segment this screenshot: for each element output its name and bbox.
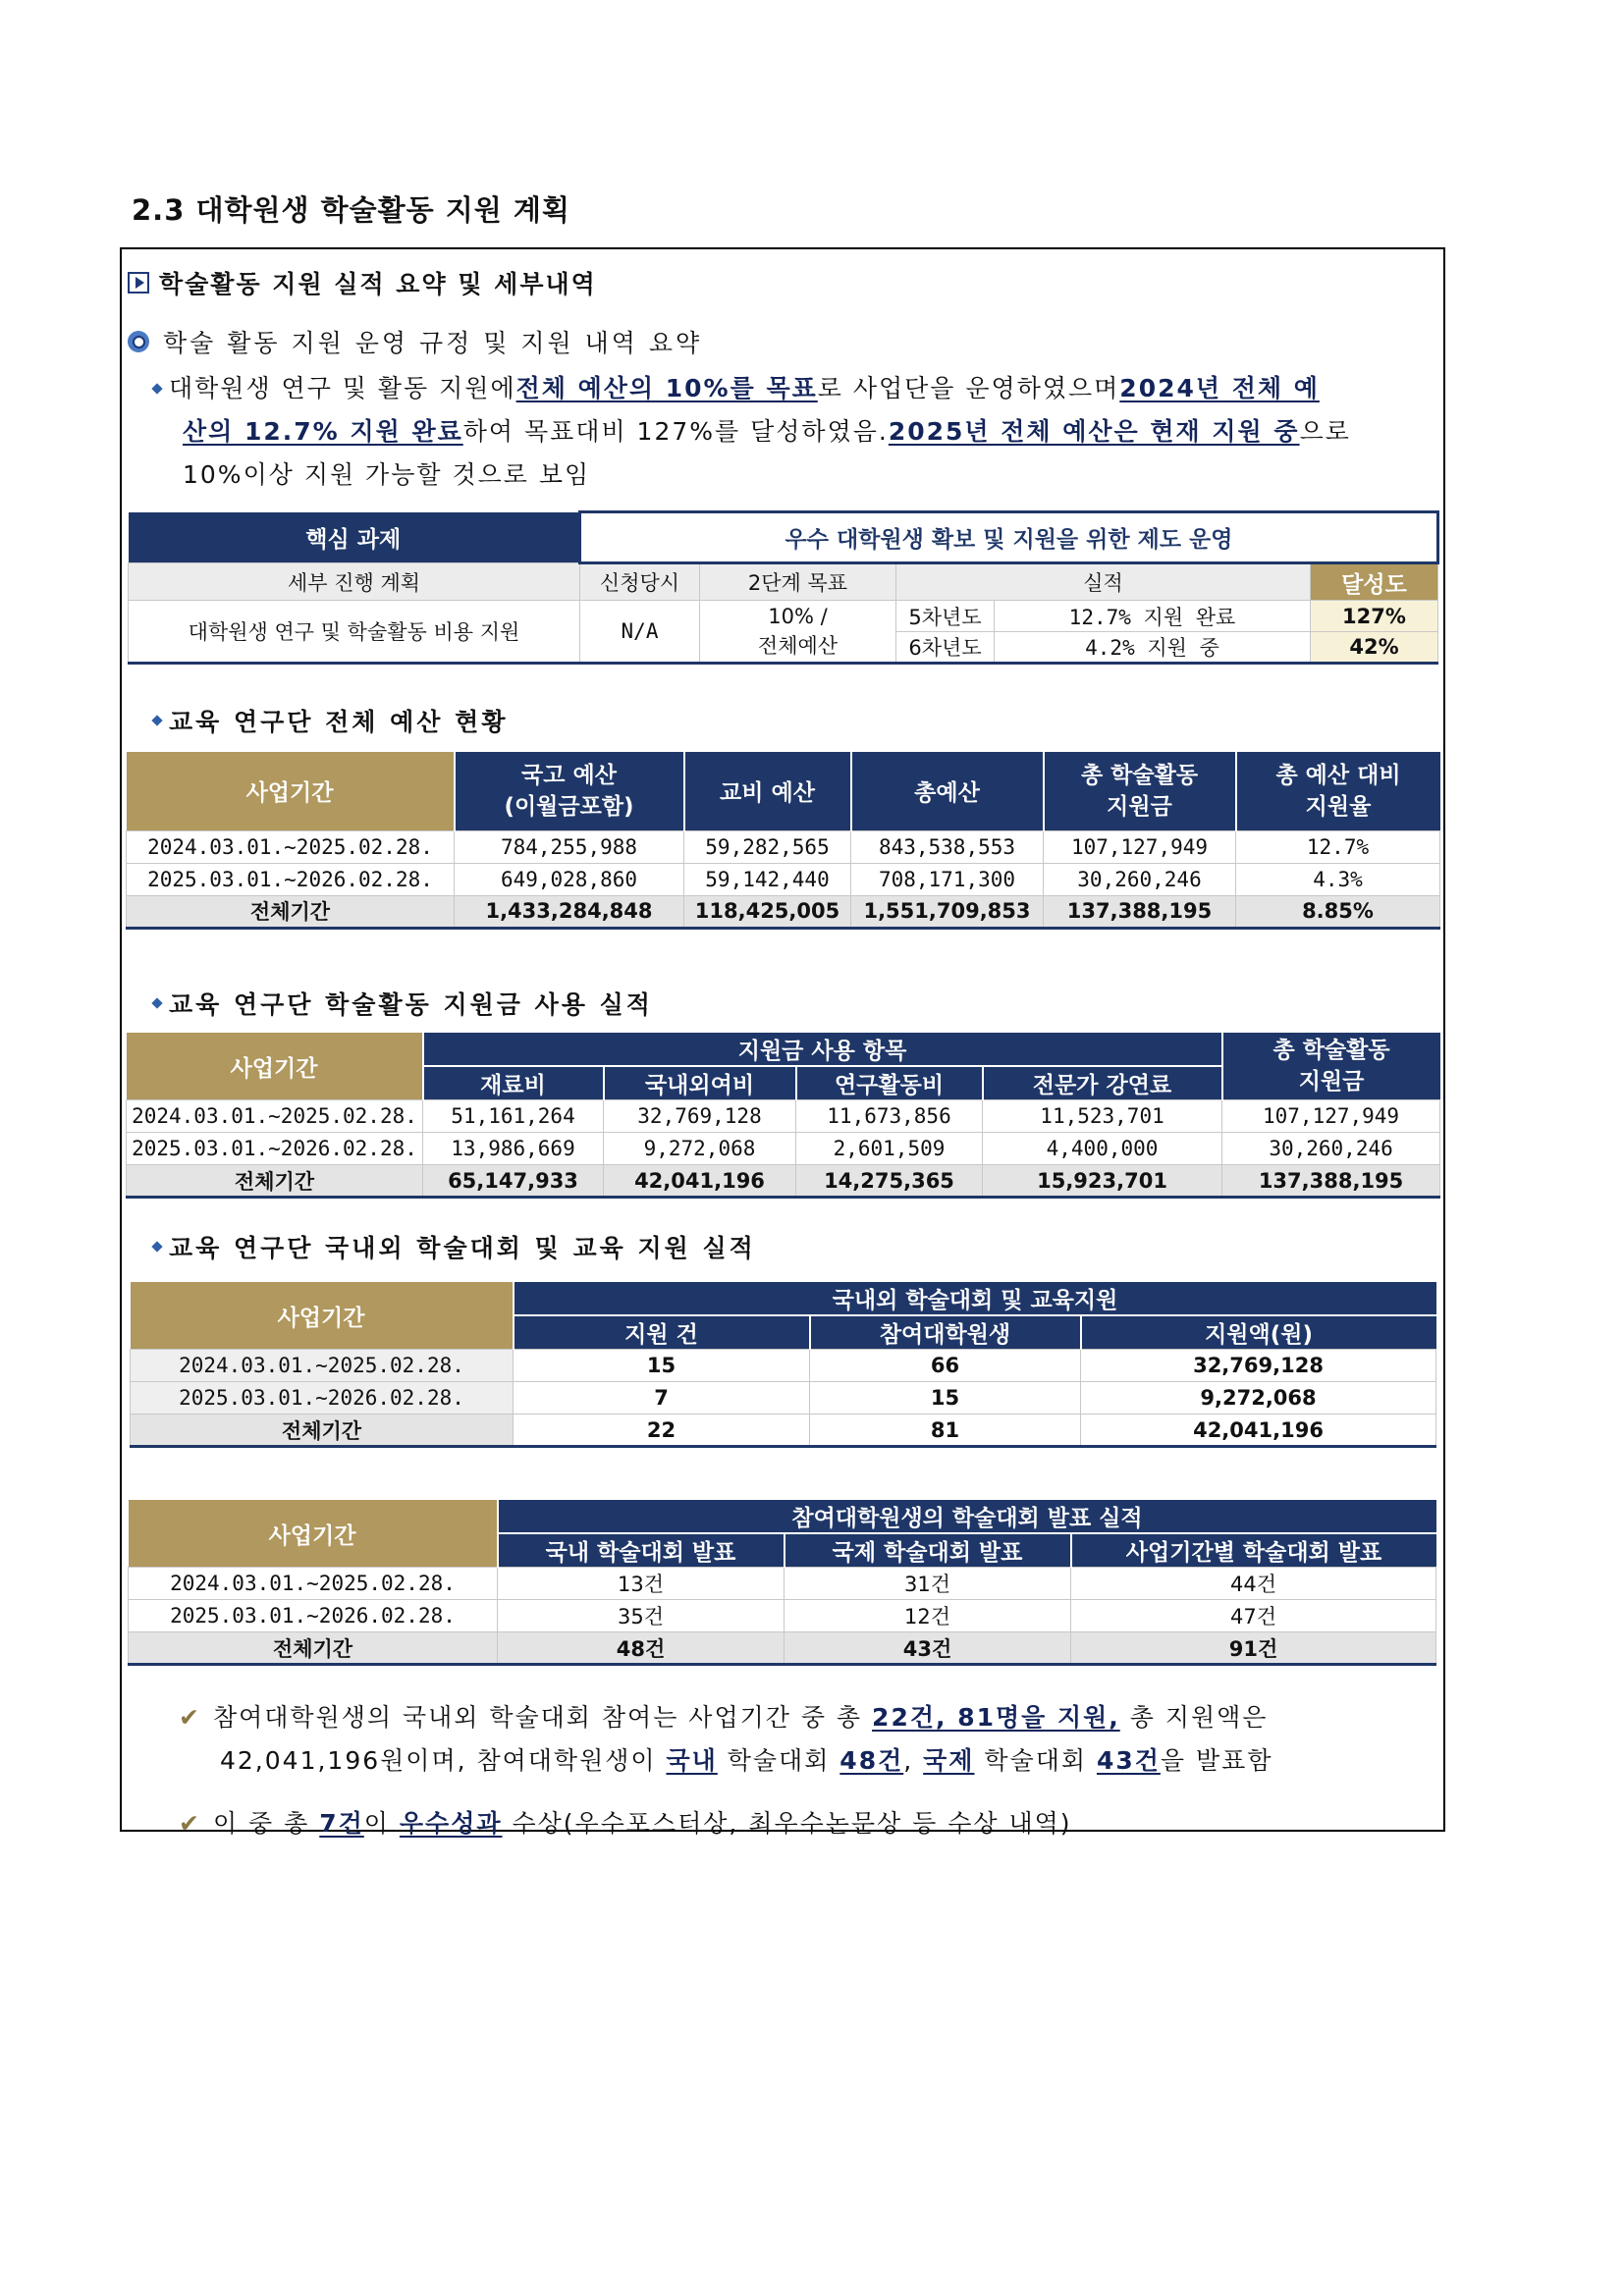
col-target: 2단계 목표 [700,563,896,601]
year6-cell: 6차년도 [896,632,995,664]
note-highlight: 국제 [923,1746,975,1775]
year5-result: 12.7% 지원 완료 [995,601,1311,632]
cell: 11,523,701 [983,1100,1222,1133]
cell: 107,127,949 [1044,830,1236,863]
cell: 42,041,196 [604,1165,796,1198]
cell: 4.3% [1236,863,1440,895]
cell: 9,272,068 [1081,1382,1436,1415]
header-period: 사업기간 [127,1033,423,1100]
cell: 12.7% [1236,830,1440,863]
note-awards [179,1802,1072,1845]
cell: 649,028,860 [455,863,684,895]
col-result: 실적 [896,563,1311,601]
cell: 15 [810,1382,1081,1415]
diamond-bullet-icon [151,1241,162,1252]
cell: 8.85% [1236,895,1440,928]
check-icon: ✔ [179,1809,201,1838]
table-row [131,1350,1436,1382]
cell: 44건 [1071,1568,1436,1600]
cell: 2024.03.01.~2025.02.28. [131,1350,514,1382]
cell: 1,551,709,853 [851,895,1044,928]
cell: 30,260,246 [1222,1133,1440,1165]
cell: 22 [514,1415,810,1447]
cell: 2024.03.01.~2025.02.28. [127,1100,423,1133]
note-text: 총 지원액은 [1119,1703,1269,1732]
summary-highlight: 산의 12.7% 지원 완료 [183,417,463,446]
total-row [127,1165,1440,1198]
note-text: 을 발표함 [1160,1746,1273,1775]
col-rate: 달성도 [1311,563,1438,601]
target-line1: 10% / [768,605,828,628]
cell: 9,272,068 [604,1133,796,1165]
col-apply: 신청당시 [580,563,700,601]
header-group: 참여대학원생의 학술대회 발표 실적 [498,1500,1436,1533]
cell: 30,260,246 [1044,863,1236,895]
cell: 843,538,553 [851,830,1044,863]
header-total-l1: 총 학술활동 [1272,1038,1390,1063]
cell: 15 [514,1350,810,1382]
cell: 7 [514,1382,810,1415]
summary-highlight: 전체 예산의 10%를 목표 [515,374,818,402]
cell: 15,923,701 [983,1165,1222,1198]
col-domestic: 국내 학술대회 발표 [498,1533,785,1568]
cell: 118,425,005 [684,895,851,928]
cell: 13건 [498,1568,785,1600]
plan-cell: 대학원생 연구 및 학술활동 비용 지원 [129,601,580,664]
col-amount: 지원액(원) [1081,1315,1436,1350]
box-heading [128,265,597,300]
section-title: 2.3 대학원생 학술활동 지원 계획 [132,193,570,227]
header-school: 교비 예산 [684,752,851,830]
note-highlight: 43건 [1096,1746,1161,1775]
note-text: 이 중 총 [212,1809,320,1838]
summary-text: 대학원생 연구 및 활동 지원에 [169,374,516,402]
play-box-icon [128,272,149,294]
note-text: 42,041,196원이며, 참여대학원생이 [220,1746,667,1775]
section-conference [149,1229,756,1264]
col-travel: 국내외여비 [604,1066,796,1100]
year6-result: 4.2% 지원 중 [995,632,1311,664]
cell: 91건 [1071,1632,1436,1665]
header-national-l1: 국고 예산 [521,762,617,788]
header-support-l1: 총 학술활동 [1080,762,1199,788]
header-national-l2: (이월금포함) [504,793,634,820]
total-row [127,895,1440,928]
diamond-bullet-icon [151,383,162,394]
header-total-support [1222,1033,1440,1100]
table-row [127,1100,1440,1133]
summary-text: 으로 [1299,417,1351,446]
summary-text: 하여 목표대비 127%를 달성하였음. [462,417,889,446]
col-activity: 연구활동비 [796,1066,983,1100]
col-material: 재료비 [423,1066,604,1100]
note-text: , [903,1746,924,1775]
cell: 137,388,195 [1222,1165,1440,1198]
cell: 708,171,300 [851,863,1044,895]
cell: 2025.03.01.~2026.02.28. [127,863,455,895]
cell: 2024.03.01.~2025.02.28. [127,830,455,863]
cell: 전체기간 [127,1165,423,1198]
cell: 59,282,565 [684,830,851,863]
presentation-table [128,1500,1436,1666]
cell: 4,400,000 [983,1133,1222,1165]
cell: 11,673,856 [796,1100,983,1133]
summary-highlight: 2024년 전체 예 [1119,374,1320,402]
note-text: 학술대회 [717,1746,840,1775]
core-task-table [128,510,1439,665]
summary-text: 로 사업단을 운영하였으며 [817,374,1120,402]
cell: 12건 [785,1600,1071,1632]
note-text: 수상(우수포스터상, 최우수논문상 등 수상 내역) [502,1809,1072,1838]
year5-cell: 5차년도 [896,601,995,632]
header-support [1044,752,1236,830]
cell: 전체기간 [127,895,455,928]
header-period: 사업기간 [131,1282,514,1350]
cell: 2025.03.01.~2026.02.28. [129,1600,498,1632]
cell: 2025.03.01.~2026.02.28. [131,1382,514,1415]
header-core-task: 핵심 과제 [129,512,580,563]
target-cell [700,601,896,664]
check-icon: ✔ [179,1703,201,1732]
header-national [455,752,684,830]
total-row [131,1415,1436,1447]
cell: 32,769,128 [604,1100,796,1133]
col-international: 국제 학술대회 발표 [785,1533,1071,1568]
budget-table [126,752,1440,930]
cell: 51,161,264 [423,1100,604,1133]
usage-table [126,1033,1440,1199]
header-ratio-l1: 총 예산 대비 [1275,762,1401,788]
note-highlight: 22건, 81명을 지원, [872,1703,1120,1732]
note-text: 이 [363,1809,400,1838]
note-text: 학술대회 [974,1746,1097,1775]
cell: 31건 [785,1568,1071,1600]
cell: 1,433,284,848 [455,895,684,928]
header-group: 국내외 학술대회 및 교육지원 [514,1282,1436,1315]
cell: 81 [810,1415,1081,1447]
target-line2: 전체예산 [757,634,839,658]
header-goal: 우수 대학원생 확보 및 지원을 위한 제도 운영 [580,512,1438,563]
note-highlight: 7건 [319,1809,364,1838]
col-count: 지원 건 [514,1315,810,1350]
col-plan: 세부 진행 계획 [129,563,580,601]
header-total-l2: 지원금 [1298,1069,1365,1095]
cell: 42,041,196 [1081,1415,1436,1447]
header-ratio [1236,752,1440,830]
cell: 2,601,509 [796,1133,983,1165]
col-period-total: 사업기간별 학술대회 발표 [1071,1533,1436,1568]
summary-highlight: 2025년 전체 예산은 현재 지원 중 [888,417,1300,446]
cell: 14,275,365 [796,1165,983,1198]
diamond-bullet-icon [151,997,162,1008]
table-row [131,1382,1436,1415]
bullet-circle-icon [128,331,149,352]
note-highlight: 우수성과 [399,1809,503,1838]
diamond-bullet-icon [151,715,162,725]
cell: 47건 [1071,1600,1436,1632]
year5-rate: 127% [1311,601,1438,632]
table-row [127,863,1440,895]
cell: 48건 [498,1632,785,1665]
header-support-l2: 지원금 [1107,793,1172,820]
section-usage [149,986,653,1021]
cell: 65,147,933 [423,1165,604,1198]
header-period: 사업기간 [129,1500,498,1568]
col-lecture: 전문가 강연료 [983,1066,1222,1100]
table-row [127,1133,1440,1165]
cell: 107,127,949 [1222,1100,1440,1133]
cell: 전체기간 [131,1415,514,1447]
apply-cell: N/A [580,601,700,664]
box-heading-text: 학술활동 지원 실적 요약 및 세부내역 [159,270,597,298]
cell: 32,769,128 [1081,1350,1436,1382]
section-usage-text: 교육 연구단 학술활동 지원금 사용 실적 [169,990,653,1019]
cell: 784,255,988 [455,830,684,863]
cell: 2025.03.01.~2026.02.28. [127,1133,423,1165]
section-budget-text: 교육 연구단 전체 예산 현황 [169,708,509,736]
summary-text: 10%이상 지원 가능할 것으로 보임 [183,460,591,489]
cell: 전체기간 [129,1632,498,1665]
subheading [128,324,702,359]
header-period: 사업기간 [127,752,455,830]
summary-paragraph [149,367,1445,497]
table-row [127,830,1440,863]
cell: 137,388,195 [1044,895,1236,928]
section-conference-text: 교육 연구단 국내외 학술대회 및 교육 지원 실적 [169,1234,756,1262]
col-students: 참여대학원생 [810,1315,1081,1350]
header-total: 총예산 [851,752,1044,830]
cell: 2024.03.01.~2025.02.28. [129,1568,498,1600]
subheading-text: 학술 활동 지원 운영 규정 및 지원 내역 요약 [163,329,703,357]
cell: 35건 [498,1600,785,1632]
cell: 13,986,669 [423,1133,604,1165]
table-row [129,1600,1436,1632]
header-items: 지원금 사용 항목 [423,1033,1222,1066]
note-conference [179,1696,1435,1783]
total-row [129,1632,1436,1665]
section-budget [149,703,508,738]
table-row [129,1568,1436,1600]
year6-rate: 42% [1311,632,1438,664]
cell: 43건 [785,1632,1071,1665]
note-text: 참여대학원생의 국내외 학술대회 참여는 사업기간 중 총 [212,1703,873,1732]
conference-support-table [130,1282,1436,1448]
cell: 66 [810,1350,1081,1382]
note-highlight: 48건 [839,1746,904,1775]
cell: 59,142,440 [684,863,851,895]
note-highlight: 국내 [666,1746,718,1775]
header-ratio-l2: 지원율 [1305,793,1372,820]
